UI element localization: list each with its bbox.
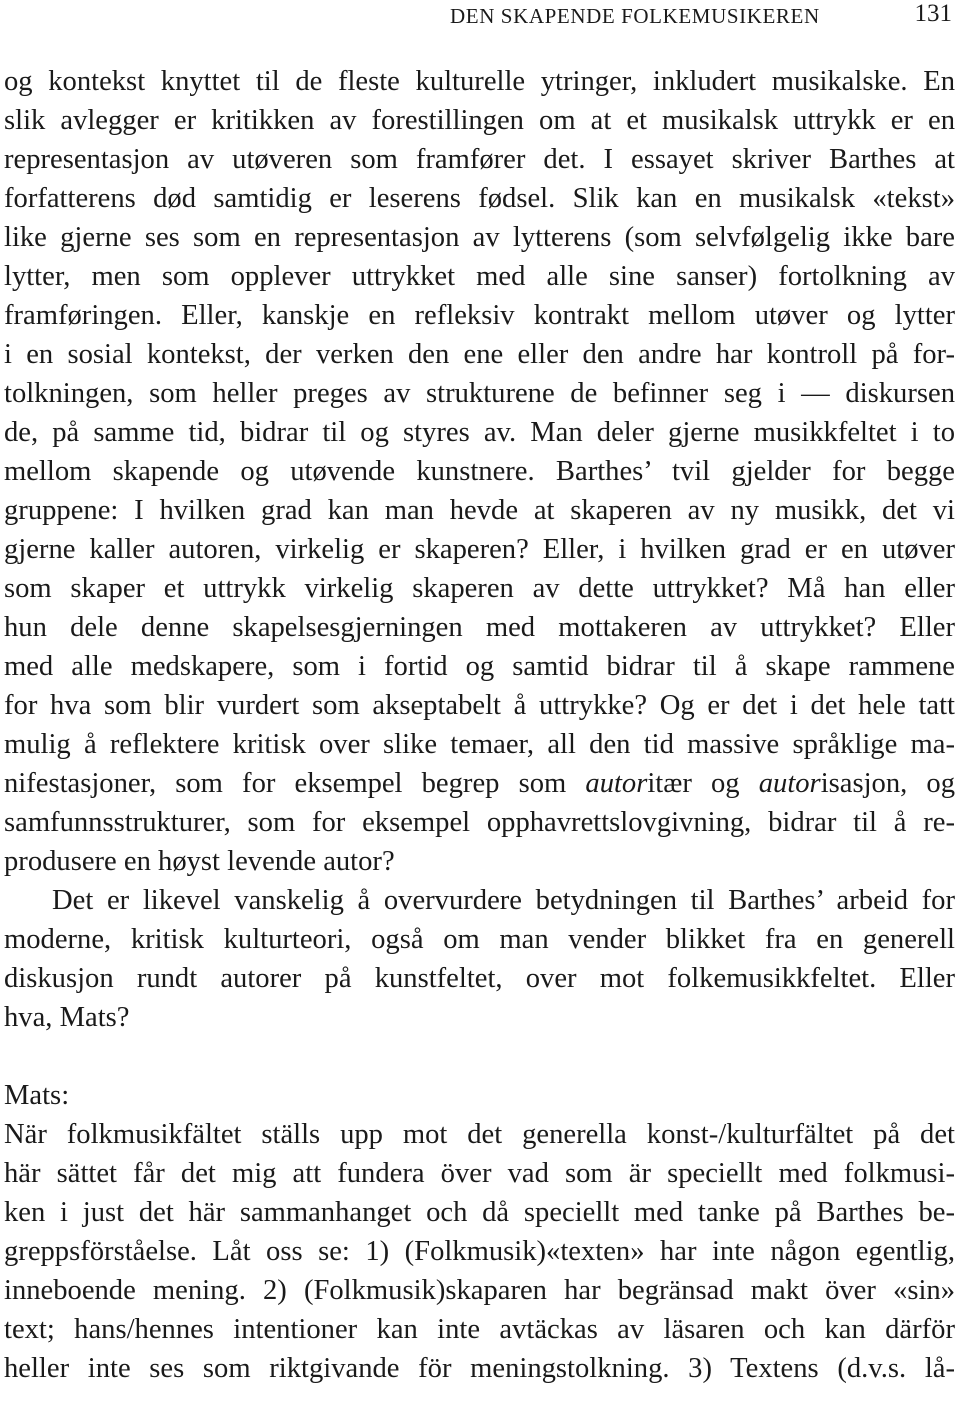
text-line: med alle medskapere, som i fortid og samtid bidrar til å skape rammene: [4, 651, 955, 682]
text-line: inneboende mening. 2) (Folkmusik)skaparen har begränsad makt över «sin»: [4, 1275, 955, 1306]
running-title: DEN SKAPENDE FOLKEMUSIKEREN: [450, 4, 820, 28]
text-line: slik avlegger er kritikken av forestillingen om at et musikalsk uttrykk er en: [4, 105, 955, 136]
text-line: samfunnsstrukturer, som for eksempel opphavrettslovgivning, bidrar til å re-: [4, 807, 955, 838]
paragraph: [4, 1115, 955, 1388]
text-line: forfatterens død samtidig er leserens fødsel. Slik kan en musikalsk «tekst»: [4, 183, 955, 214]
italic-term: autor: [585, 768, 648, 799]
text-line: mulig å reflektere kritisk over slike temaer, all den tid massive språklige ma-: [4, 729, 955, 760]
text-line: här sättet får det mig att fundera över vad som är speciellt med folkmusi-: [4, 1158, 955, 1189]
text-line: gruppene: I hvilken grad kan man hevde at skaperen av ny musikk, det vi: [4, 495, 955, 526]
text-line: like gjerne ses som en representasjon av lytterens (som selvfølgelig ikke bare: [4, 222, 955, 253]
italic-term: autor: [758, 768, 821, 799]
text-line: moderne, kritisk kulturteori, også om man vender blikket fra en generell: [4, 924, 955, 955]
text-line: greppsförståelse. Låt oss se: 1) (Folkmusik)«texten» har inte någon egentlig,: [4, 1236, 955, 1267]
text-line: text; hans/hennes intentioner kan inte avtäckas av läsaren och kan därför: [4, 1314, 955, 1345]
text-run: nifestasjoner, som for eksempel begrep som: [4, 768, 586, 799]
text-line: og kontekst knyttet til de fleste kulturelle ytringer, inkludert musikalske. En: [4, 66, 955, 97]
page-body: [4, 62, 955, 1388]
text-line: lytter, men som opplever uttrykket med alle sine sanser) fortolkning av: [4, 261, 955, 292]
text-line: När folkmusikfältet ställs upp mot det generella konst-/kulturfältet på det: [4, 1119, 955, 1150]
text-line: gjerne kaller autoren, virkelig er skaperen? Eller, i hvilken grad er en utøver: [4, 534, 955, 565]
text-line: mellom skapende og utøvende kunstnere. Barthes’ tvil gjelder for begge: [4, 456, 955, 487]
text-line: framføringen. Eller, kanskje en refleksiv kontrakt mellom utøver og lytter: [4, 300, 955, 331]
speaker-label: Mats:: [4, 1080, 70, 1111]
text-line: tolkningen, som heller preges av strukturene de befinner seg i — diskursen: [4, 378, 955, 409]
paragraph: [4, 881, 955, 1037]
text-line: de, på samme tid, bidrar til og styres av. Man deler gjerne musikkfeltet i to: [4, 417, 955, 448]
text-line: heller inte ses som riktgivande för meningstolkning. 3) Textens (d.v.s. lå-: [4, 1353, 955, 1384]
text-run: isasjon, og: [820, 768, 955, 799]
text-line: representasjon av utøveren som framfører det. I essayet skriver Barthes at: [4, 144, 955, 175]
text-line: i en sosial kontekst, der verken den ene eller den andre har kontroll på for-: [4, 339, 955, 370]
text-line: som skaper et uttrykk virkelig skaperen av dette uttrykket? Må han eller: [4, 573, 955, 604]
text-line: ken i just det här sammanhanget och då speciellt med tanke på Barthes be-: [4, 1197, 955, 1228]
text-line-with-italics: [4, 764, 955, 803]
text-line: diskusjon rundt autorer på kunstfeltet, over mot folkemusikkfeltet. Eller: [4, 963, 955, 994]
running-head: [0, 0, 960, 40]
page-number: 131: [914, 0, 952, 27]
paragraph-gap: [4, 1037, 955, 1076]
text-line: hva, Mats?: [4, 1002, 130, 1033]
text-line: hun dele denne skapelsesgjerningen med mottakeren av uttrykket? Eller: [4, 612, 955, 643]
text-line: for hva som blir vurdert som akseptabelt å uttrykke? Og er det i det hele tatt: [4, 690, 955, 721]
text-line: produsere en høyst levende autor?: [4, 846, 395, 877]
text-run: itær og: [647, 768, 759, 799]
paragraph: [4, 62, 955, 881]
text-line: Det er likevel vanskelig å overvurdere betydningen til Barthes’ arbeid for: [52, 885, 955, 916]
